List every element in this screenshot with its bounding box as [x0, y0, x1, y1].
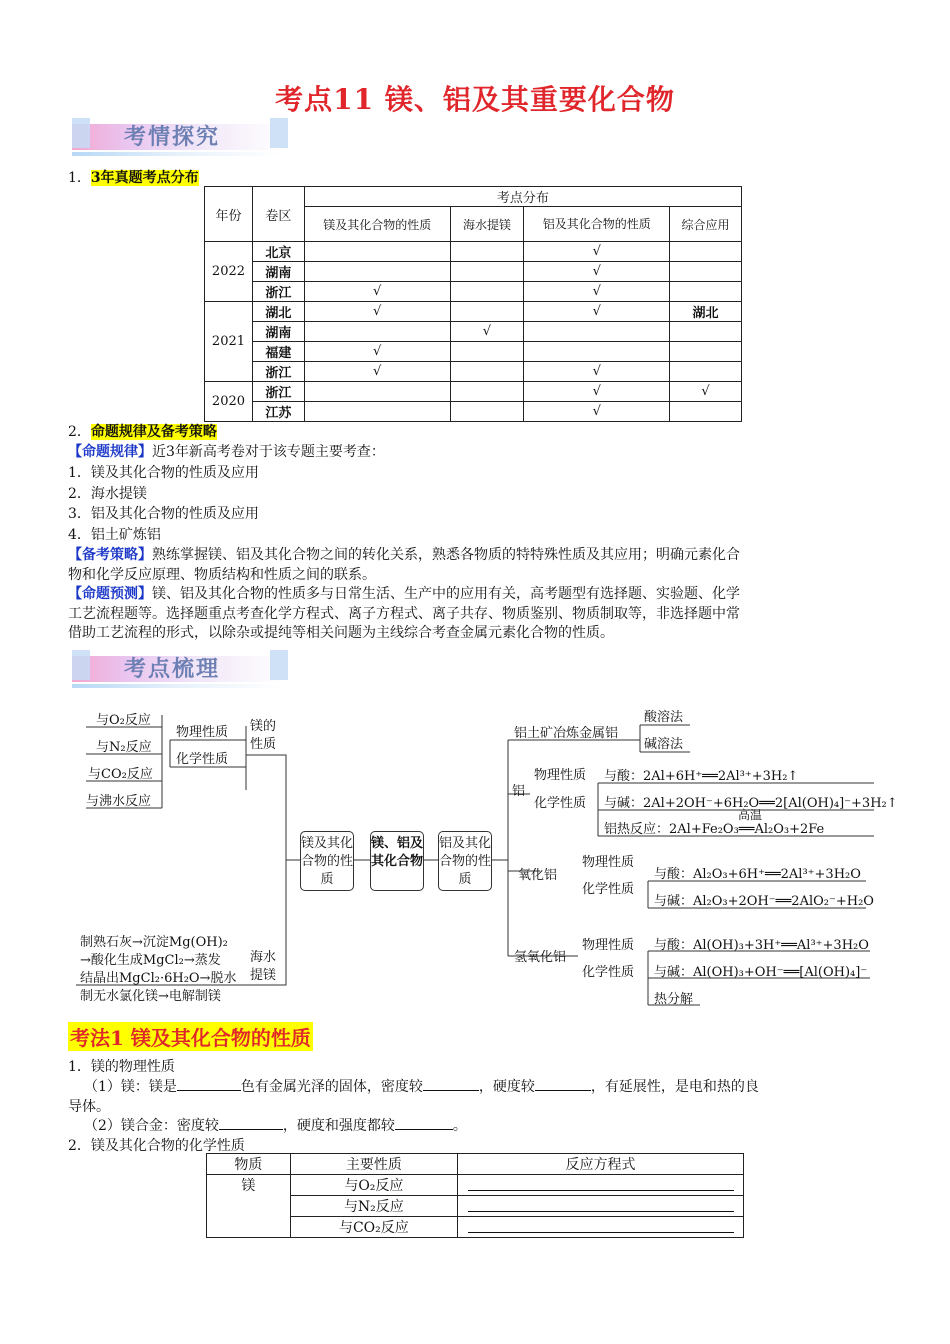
blank[interactable]	[423, 1076, 479, 1091]
k1-line4: （2）镁合金：密度较 ，硬度和强度都较 。	[84, 1115, 467, 1135]
blank[interactable]	[535, 1076, 591, 1091]
strategy-line: 【备考策略】熟练掌握镁、铝及其化合物之间的转化关系，熟悉各物质的特特殊性质及其应用；明确元素化合	[68, 547, 740, 563]
rule-item: 3．铝及其化合物的性质及应用	[68, 506, 259, 522]
rule-item: 1．镁及其化合物的性质及应用	[68, 465, 259, 481]
rule-item: 4．铝土矿炼铝	[68, 527, 161, 543]
map-al: 铝	[512, 784, 526, 799]
map-gaowen: 高温	[738, 808, 763, 822]
map-center: 镁、铝及其化合物	[370, 831, 424, 891]
map-al-chem: 化学性质	[534, 796, 587, 811]
map-ox-acid: 与酸：Al₂O₃+6H⁺══2Al³⁺+3H₂O	[654, 867, 861, 882]
map-hy-base: 与碱：Al(OH)₃+OH⁻══[Al(OH)₄]⁻	[654, 965, 868, 980]
subheading-1: 1．3年真题考点分布	[68, 170, 199, 186]
map-thermite: 铝热反应：2Al+Fe₂O₃══Al₂O₃+2Fe	[604, 822, 825, 837]
map-mg-n2: 与N₂反应	[96, 740, 152, 755]
map-mg-o2: 与O₂反应	[96, 713, 151, 728]
exam-distribution-table: 年份 卷区 考点分布 镁及其化合物的性质 海水提镁 铝及其化合物的性质 综合应用 2022 北京 √ 湖南 √ 浙江 √ √ 2021 湖北 √ √ 湖北 湖南 √ 福建 √ 浙江 √ √ 2020 浙江 √ √ 江苏 √	[204, 186, 742, 422]
mg-chem-table: 物质 主要性质 反应方程式 镁 与O₂反应 与N₂反应 与CO₂反应	[206, 1153, 744, 1238]
map-mg-water: 与沸水反应	[86, 794, 152, 809]
header-region: 卷区	[252, 187, 304, 242]
map-sea-l3: 结晶出MgCl₂·6H₂O→脱水	[80, 971, 237, 986]
blank[interactable]	[395, 1115, 453, 1130]
map-aloh: 氢氧化铝	[514, 950, 567, 965]
map-al2o3: 氧化铝	[518, 868, 558, 883]
map-seawater: 海水提镁	[250, 950, 277, 983]
answer-blank[interactable]	[468, 1197, 734, 1212]
map-bauxite: 铝土矿冶炼金属铝	[514, 726, 619, 741]
map-mg-co2: 与CO₂反应	[88, 767, 153, 782]
k1-line1: 1．镁的物理性质	[68, 1059, 175, 1075]
kaofa-1-title: 考法1 镁及其化合物的性质	[68, 1022, 313, 1051]
header-distribution: 考点分布	[304, 187, 741, 207]
answer-blank[interactable]	[468, 1176, 734, 1191]
map-hy-phys: 物理性质	[582, 938, 635, 953]
map-ox-chem: 化学性质	[582, 882, 635, 897]
k1-line5: 2．镁及其化合物的化学性质	[68, 1138, 245, 1154]
k1-line2: （1）镁：镁是 色有金属光泽的固体，密度较 ，硬度较 ，有延展性，是电和热的良	[84, 1076, 759, 1096]
predict-line-3: 借助工艺流程的形式，以除杂或提纯等相关问题为主线综合考查金属元素化合物的性质。	[68, 625, 614, 641]
map-al-comp: 铝及其化合物的性质	[438, 831, 492, 891]
map-al-base: 与碱：2Al+2OH⁻+6H₂O══2[Al(OH)₄]⁻+3H₂↑	[604, 796, 898, 811]
section-title: 考点梳理	[124, 657, 221, 682]
map-sea-l4: 制无水氯化镁→电解制镁	[80, 989, 221, 1004]
predict-line: 【命题预测】镁、铝及其化合物的性质多与日常生活、生产中的应用有关，高考题型有选择题、实验题、化学	[68, 586, 740, 602]
map-mg-phys: 物理性质	[176, 725, 229, 740]
predict-line-2: 工艺流程题等。选择题重点考查化学方程式、离子方程式、离子共存、物质鉴别、物质制取等，非选择题中常	[68, 606, 740, 622]
map-hy-acid: 与酸：Al(OH)₃+3H⁺══Al³⁺+3H₂O	[654, 938, 869, 953]
header-year: 年份	[205, 187, 253, 242]
blank[interactable]	[177, 1076, 241, 1091]
map-sea-l2: →酸化生成MgCl₂→蒸发	[80, 953, 221, 968]
map-mg-comp: 镁及其化合物的性质	[300, 831, 354, 891]
map-al-acid: 与酸：2Al+6H⁺══2Al³⁺+3H₂↑	[604, 769, 799, 784]
map-hy-heat: 热分解	[654, 992, 694, 1007]
subheading-2: 2．命题规律及备考策略	[68, 424, 217, 440]
blank[interactable]	[219, 1115, 283, 1130]
k1-line3: 导体。	[68, 1099, 110, 1115]
rule-item: 2．海水提镁	[68, 486, 147, 502]
map-base-method: 碱溶法	[644, 737, 684, 752]
map-al-phys: 物理性质	[534, 768, 587, 783]
map-ox-phys: 物理性质	[582, 855, 635, 870]
map-mg-prop: 镁的性质	[250, 719, 277, 752]
map-sea-l1: 制熟石灰→沉淀Mg(OH)₂	[80, 935, 228, 950]
map-acid-method: 酸溶法	[644, 710, 684, 725]
page-title: 考点11 镁、铝及其重要化合物	[275, 83, 675, 116]
rule-line: 【命题规律】近3年新高考卷对于该专题主要考查：	[68, 444, 385, 460]
map-hy-chem: 化学性质	[582, 965, 635, 980]
strategy-line-2: 物和化学反应原理、物质结构和性质之间的联系。	[68, 567, 376, 583]
answer-blank[interactable]	[468, 1218, 734, 1233]
map-ox-base: 与碱：Al₂O₃+2OH⁻══2AlO₂⁻+H₂O	[654, 894, 874, 909]
section-title: 考情探究	[124, 125, 221, 150]
map-mg-chem: 化学性质	[176, 752, 229, 767]
